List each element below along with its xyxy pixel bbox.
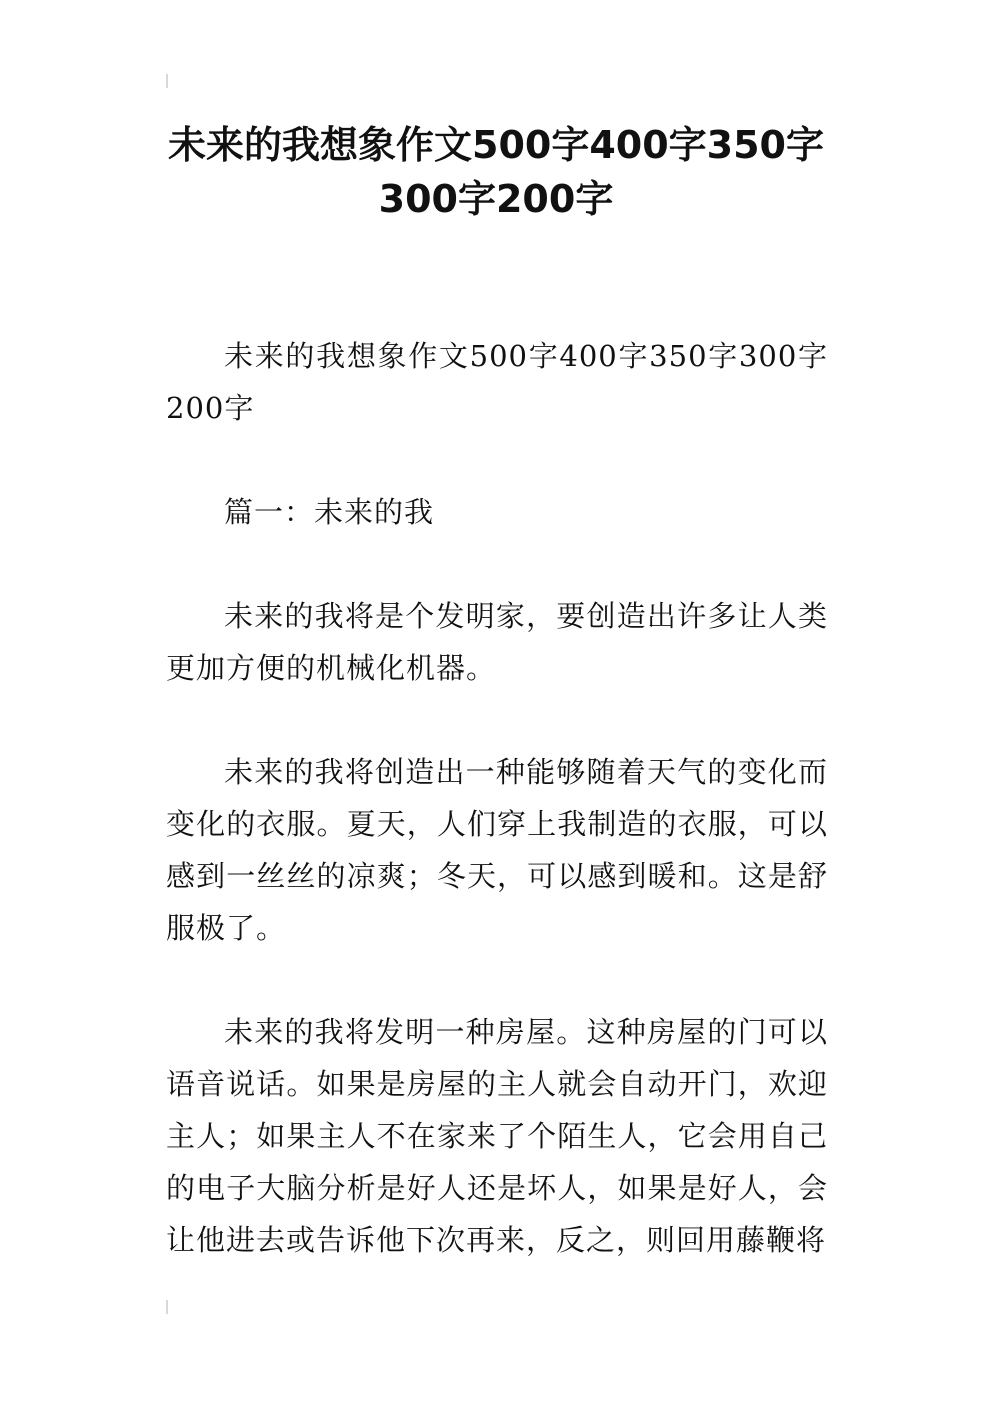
page-title: 未来的我想象作文500字400字350字300字200字 [168,123,824,221]
paragraph-gap [166,434,828,486]
document-body [166,330,828,1266]
paragraph-2: 未来的我将创造出一种能够随着天气的变化而变化的衣服。夏天，人们穿上我制造的衣服，可以感到一丝丝的凉爽；冬天，可以感到暖和。这是舒服极了。 [166,755,828,945]
subtitle-paragraph: 未来的我想象作文500字400字350字300字200字 [166,339,828,425]
page-corner-mark-top [166,74,168,88]
paragraph-gap [166,954,828,1006]
section-heading: 篇一：未来的我 [224,495,435,529]
paragraph-gap [166,694,828,746]
paragraph-3: 未来的我将发明一种房屋。这种房屋的门可以语音说话。如果是房屋的主人就会自动开门，欢迎主人；如果主人不在家来了个陌生人，它会用自己的电子大脑分析是好人还是坏人，如果是好人，会让他进去或告诉他下次再来，反之，则回用藤鞭将 [166,1015,828,1257]
page-corner-mark-bottom [166,1300,168,1314]
paragraph-gap [166,538,828,590]
paragraph-1: 未来的我将是个发明家，要创造出许多让人类更加方便的机械化机器。 [166,599,828,685]
